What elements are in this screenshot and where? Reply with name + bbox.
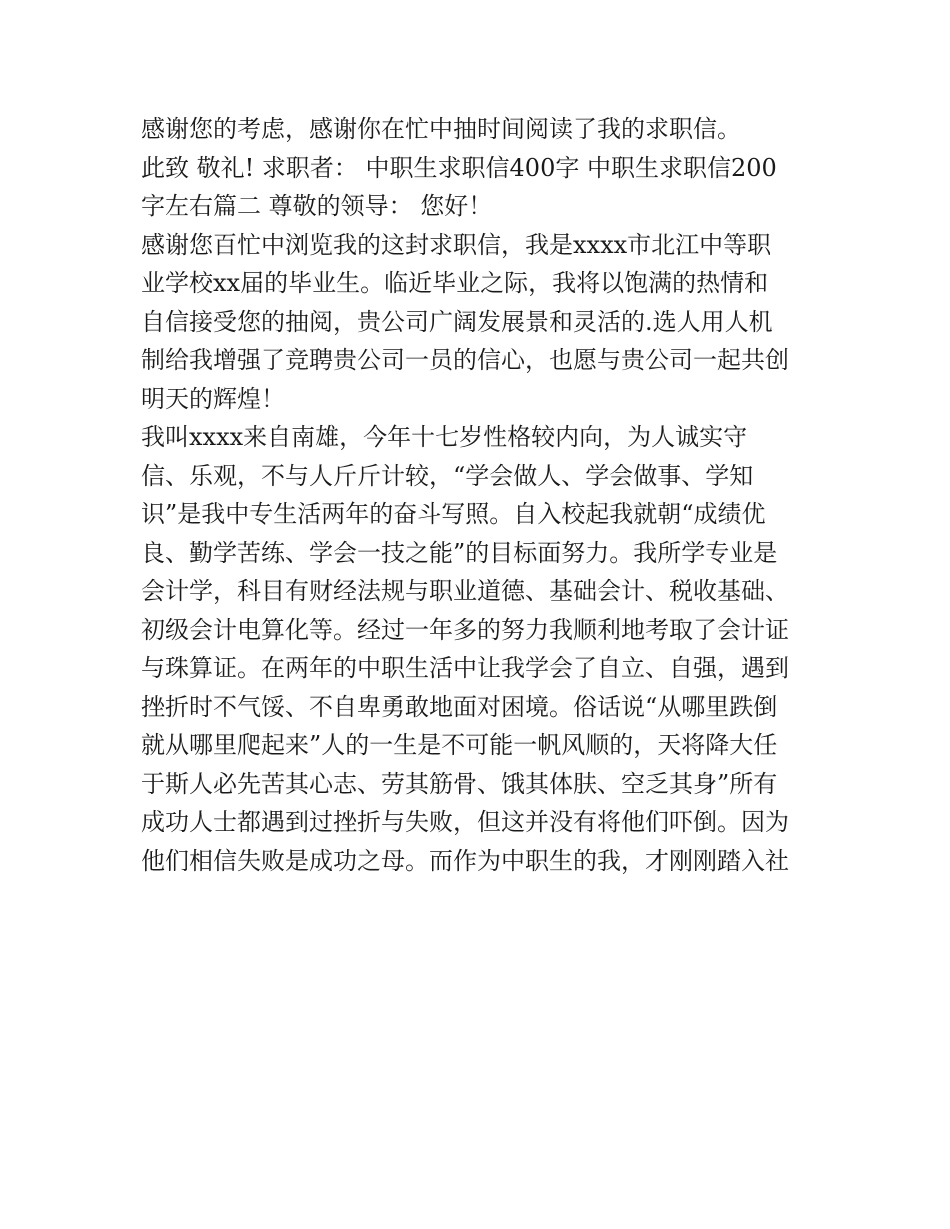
text-line-9: 我叫xxxx来自南雄，今年十七岁性格较内向，为人诚实守 [141, 423, 748, 451]
letter-body [141, 110, 821, 880]
text-line-17: 就从哪里爬起来”人的一生是不可能一帆风顺的，天将降大任 [141, 731, 778, 759]
text-line-19: 成功人士都遇到过挫折与失败，但这并没有将他们吓倒。因为 [141, 808, 789, 836]
text-line-2: 此致 敬礼! 求职者： 中职生求职信400字 中职生求职信200 [141, 153, 777, 182]
text-line-16: 挫折时不气馁、不自卑勇敢地面对困境。俗话说“从哪里跌倒 [141, 692, 778, 721]
text-line-8: 明天的辉煌！ [141, 384, 285, 413]
text-line-18: 于斯人必先苦其心志、劳其筋骨、饿其体肤、空乏其身”所有 [141, 769, 778, 798]
text-line-15: 与珠算证。在两年的中职生活中让我学会了自立、自强，遇到 [141, 654, 789, 682]
text-line-14: 初级会计电算化等。经过一年多的努力我顺利地考取了会计证 [141, 615, 789, 644]
text-line-20: 他们相信失败是成功之母。而作为中职生的我，才刚刚踏入社 [141, 846, 789, 875]
text-line-12: 良、勤学苦练、学会一技之能”的目标面努力。我所学专业是 [141, 538, 778, 567]
text-line-11: 识”是我中专生活两年的奋斗写照。自入校起我就朝“成绩优 [141, 500, 766, 528]
text-line-4: 感谢您百忙中浏览我的这封求职信，我是xxxx市北江中等职 [141, 230, 772, 259]
text-line-1: 感谢您的考虑，感谢你在忙中抽时间阅读了我的求职信。 [141, 115, 741, 143]
text-line-13: 会计学，科目有财经法规与职业道德、基础会计、税收基础、 [141, 577, 789, 605]
text-line-7: 制给我增强了竞聘贵公司一员的信心，也愿与贵公司一起共创 [141, 346, 789, 374]
text-line-5: 业学校xx届的毕业生。临近毕业之际，我将以饱满的热情和 [141, 269, 769, 297]
text-line-6: 自信接受您的抽阅，贵公司广阔发展景和灵活的.选人用人机 [141, 307, 773, 336]
text-line-10: 信、乐观，不与人斤斤计较，“学会做人、学会做事、学知 [141, 461, 754, 490]
text-line-3: 字左右篇二 尊敬的领导： 您好！ [141, 192, 493, 220]
